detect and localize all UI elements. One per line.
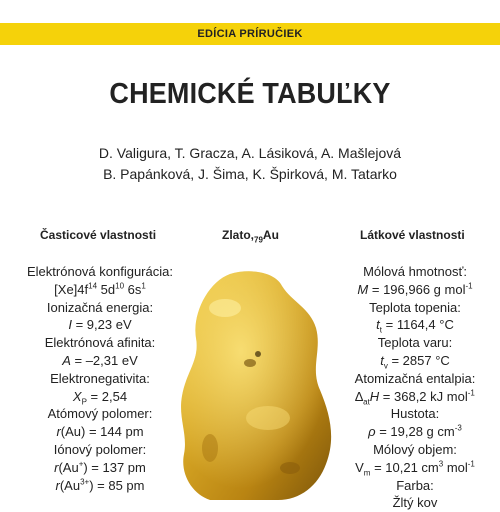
- ionic-radius-value-3: $r(Au^{3+}) = 85$ pm: [55, 477, 145, 493]
- particle-properties-list: [20, 263, 180, 494]
- material-properties-heading: Látkové vlastnosti: [360, 228, 465, 242]
- material-properties-list: [335, 263, 495, 512]
- molar-volume-value: $V_m = 10,21$ $cm^3$ mol$^{-1}$: [355, 459, 475, 478]
- authors-line-1: D. Valigura, T. Gracza, A. Lásiková, A. Mašlejová: [98, 145, 402, 161]
- book-title: CHEMICKÉ TABUĽKY: [109, 78, 391, 110]
- affinity-label: Elektrónová afinita:: [44, 335, 156, 351]
- electronegativity-label: Elektronegativita:: [50, 370, 150, 386]
- electronegativity-value: $X_P = 2,54$: [72, 388, 128, 407]
- molar-mass-label: Mólová hmotnosť:: [363, 264, 467, 279]
- element-symbol: Au: [262, 228, 279, 242]
- atomic-number: 79: [254, 235, 263, 245]
- density-value: ρ = 19,28 g $cm^{-3}$: [368, 423, 462, 440]
- ionization-label: Ionizačná energia:: [46, 299, 154, 315]
- config-label: Elektrónová konfigurácia:: [27, 264, 173, 279]
- ionic-radius-label: Iónový polomer:: [53, 441, 147, 457]
- authors-line-2: B. Papánková, J. Šima, K. Špirková, M. Tatarko: [103, 166, 397, 182]
- atomic-radius-label: Atómový polomer:: [47, 406, 153, 422]
- color-value: Žltý kov: [392, 495, 438, 511]
- melting-label: Teplota topenia:: [369, 299, 461, 315]
- gold-nugget-image: [170, 268, 340, 500]
- atomic-radius-value: r(Au) = 144 pm: [56, 424, 144, 440]
- molar-volume-label: Mólový objem:: [373, 441, 457, 457]
- enthalpy-value: $\Delta_{at}H = 368,2$ kJ mol$^{-1}$: [355, 388, 475, 407]
- boiling-label: Teplota varu:: [377, 335, 453, 351]
- element-heading: [222, 228, 279, 245]
- molar-mass-value: M = 196,966 g mol$^{-1}$: [357, 281, 473, 297]
- enthalpy-label: Atomizačná entalpia:: [354, 370, 476, 386]
- color-label: Farba:: [396, 477, 434, 493]
- particle-properties-heading: Časticové vlastnosti: [40, 228, 157, 242]
- affinity-value: A = –2,31 eV: [62, 352, 138, 368]
- authors: [0, 143, 500, 185]
- series-banner: [0, 23, 500, 45]
- series-label: EDÍCIA PRÍRUČIEK: [197, 28, 303, 40]
- ionization-value: I = 9,23 eV: [68, 317, 132, 333]
- boiling-value: $t_v = 2857$ °C: [380, 352, 450, 371]
- element-name: Zlato,: [222, 228, 254, 242]
- config-value: $[Xe]4f^{14}$ $5d^{10}$ $6s^1$: [54, 281, 146, 297]
- ionic-radius-value-1: r(Au+) = 137 pm: [54, 459, 146, 475]
- melting-value: $t_t = 1164,4$ °C: [376, 317, 454, 335]
- density-label: Hustota:: [390, 406, 440, 422]
